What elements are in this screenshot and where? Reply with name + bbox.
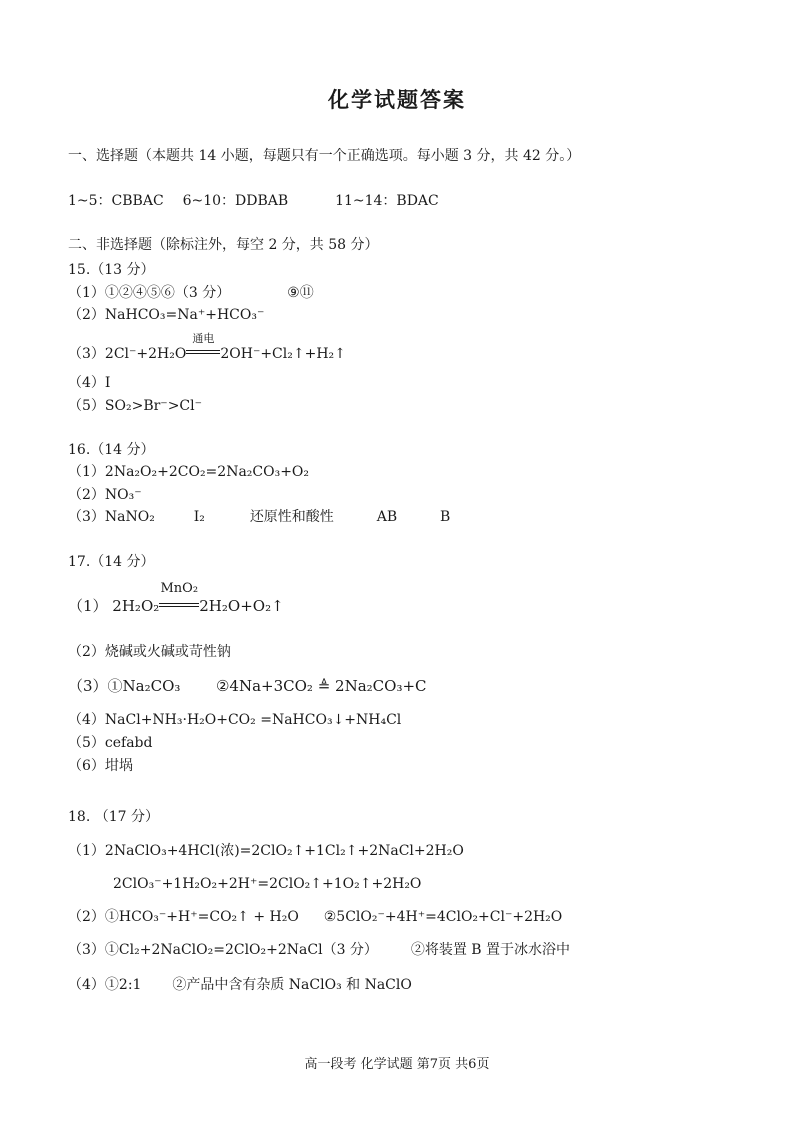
section1-heading: 一、选择题（本题共 14 小题，每题只有一个正确选项。每小题 3 分，共 42 分。） <box>68 148 581 164</box>
q17-1-catalyst-sign <box>159 581 199 615</box>
q17-answer-3 <box>68 677 427 695</box>
q18-3-part-b: ②将装置 B 置于冰水浴中 <box>410 942 571 958</box>
q16-3-part-c: 还原性和酸性 <box>249 509 334 525</box>
section2-heading: 二、非选择题（除标注外，每空 2 分，共 58 分） <box>68 237 379 253</box>
q18-answer-1b: 2ClO₃⁻+1H₂O₂+2H⁺=2ClO₂↑+1O₂↑+2H₂O <box>113 876 422 892</box>
q15-heading: 15.（13 分） <box>68 262 155 278</box>
q15-answer-5: （5）SO₂>Br⁻>Cl⁻ <box>68 398 202 414</box>
answers-1-5: 1~5：CBBAC <box>68 193 164 209</box>
q15-answer-2: （2）NaHCO₃=Na⁺+HCO₃⁻ <box>68 307 265 323</box>
q17-answer-6: （6）坩埚 <box>68 758 133 774</box>
q17-1-catalyst: MnO₂ <box>160 581 199 596</box>
q16-answer-1: （1）2Na₂O₂+2CO₂=2Na₂CO₃+O₂ <box>68 464 310 480</box>
q16-3-part-e: B <box>440 509 451 525</box>
q16-3-part-a: （3）NaNO₂ <box>68 509 155 525</box>
q17-3-part-b: ②4Na+3CO₂ ≜ 2Na₂CO₃+C <box>215 677 427 695</box>
q15-answer-1 <box>68 284 314 302</box>
q18-answer-2 <box>68 908 562 926</box>
q15-3-products: 2OH⁻+Cl₂↑+H₂↑ <box>220 346 346 362</box>
q18-4-part-b: ②产品中含有杂质 NaClO₃ 和 NaClO <box>172 977 412 993</box>
q18-2-part-b: ②5ClO₂⁻+4H⁺=4ClO₂+Cl⁻+2H₂O <box>323 909 563 925</box>
q17-1-products: 2H₂O+O₂↑ <box>199 597 284 615</box>
q17-3-part-a: （3）①Na₂CO₃ <box>68 677 181 695</box>
q18-heading: 18. （17 分） <box>68 809 159 825</box>
q16-answer-3 <box>68 508 450 526</box>
q18-3-part-a: （3）①Cl₂+2NaClO₂=2ClO₂+2NaCl（3 分） <box>68 942 378 958</box>
q18-answer-3 <box>68 941 570 959</box>
q15-answer-4: （4）I <box>68 375 111 391</box>
q16-heading: 16.（14 分） <box>68 442 155 458</box>
page-footer: 高一段考 化学试题 第7页 共6页 <box>304 1057 490 1072</box>
q15-1-part-a: （1）①②④⑤⑥（3 分） <box>68 285 231 301</box>
answers-11-14: 11~14：BDAC <box>335 193 439 209</box>
q15-3-condition-sign <box>186 332 220 363</box>
q17-answer-4: （4）NaCl+NH₃·H₂O+CO₂ =NaHCO₃↓+NH₄Cl <box>68 712 402 728</box>
answers-6-10: 6~10：DDBAB <box>182 193 289 209</box>
q17-answer-2: （2）烧碱或火碱或苛性钠 <box>68 644 231 660</box>
q16-3-part-d: AB <box>376 509 398 525</box>
q15-3-reactants: （3）2Cl⁻+2H₂O <box>68 346 187 362</box>
q17-heading: 17.（14 分） <box>68 554 155 570</box>
q18-2-part-a: （2）①HCO₃⁻+H⁺=CO₂↑ + H₂O <box>68 909 299 925</box>
q17-answer-5: （5）cefabd <box>68 735 153 751</box>
q18-answer-1a: （1）2NaClO₃+4HCl(浓)=2ClO₂↑+1Cl₂↑+2NaCl+2H₂O <box>68 843 464 859</box>
q15-3-condition: 通电 <box>192 332 215 345</box>
q15-answer-3 <box>68 332 346 363</box>
q16-answer-2: （2）NO₃⁻ <box>68 487 142 503</box>
q17-answer-1 <box>68 581 284 615</box>
q17-1-reactant: （1） 2H₂O₂ <box>68 597 160 615</box>
q18-answer-4 <box>68 976 412 994</box>
page-title: 化学试题答案 <box>328 87 466 112</box>
q16-3-part-b: I₂ <box>193 509 205 525</box>
q15-1-part-b: ⑨⑪ <box>287 285 314 301</box>
q18-4-part-a: （4）①2:1 <box>68 977 142 993</box>
choice-answers-line <box>68 192 439 210</box>
